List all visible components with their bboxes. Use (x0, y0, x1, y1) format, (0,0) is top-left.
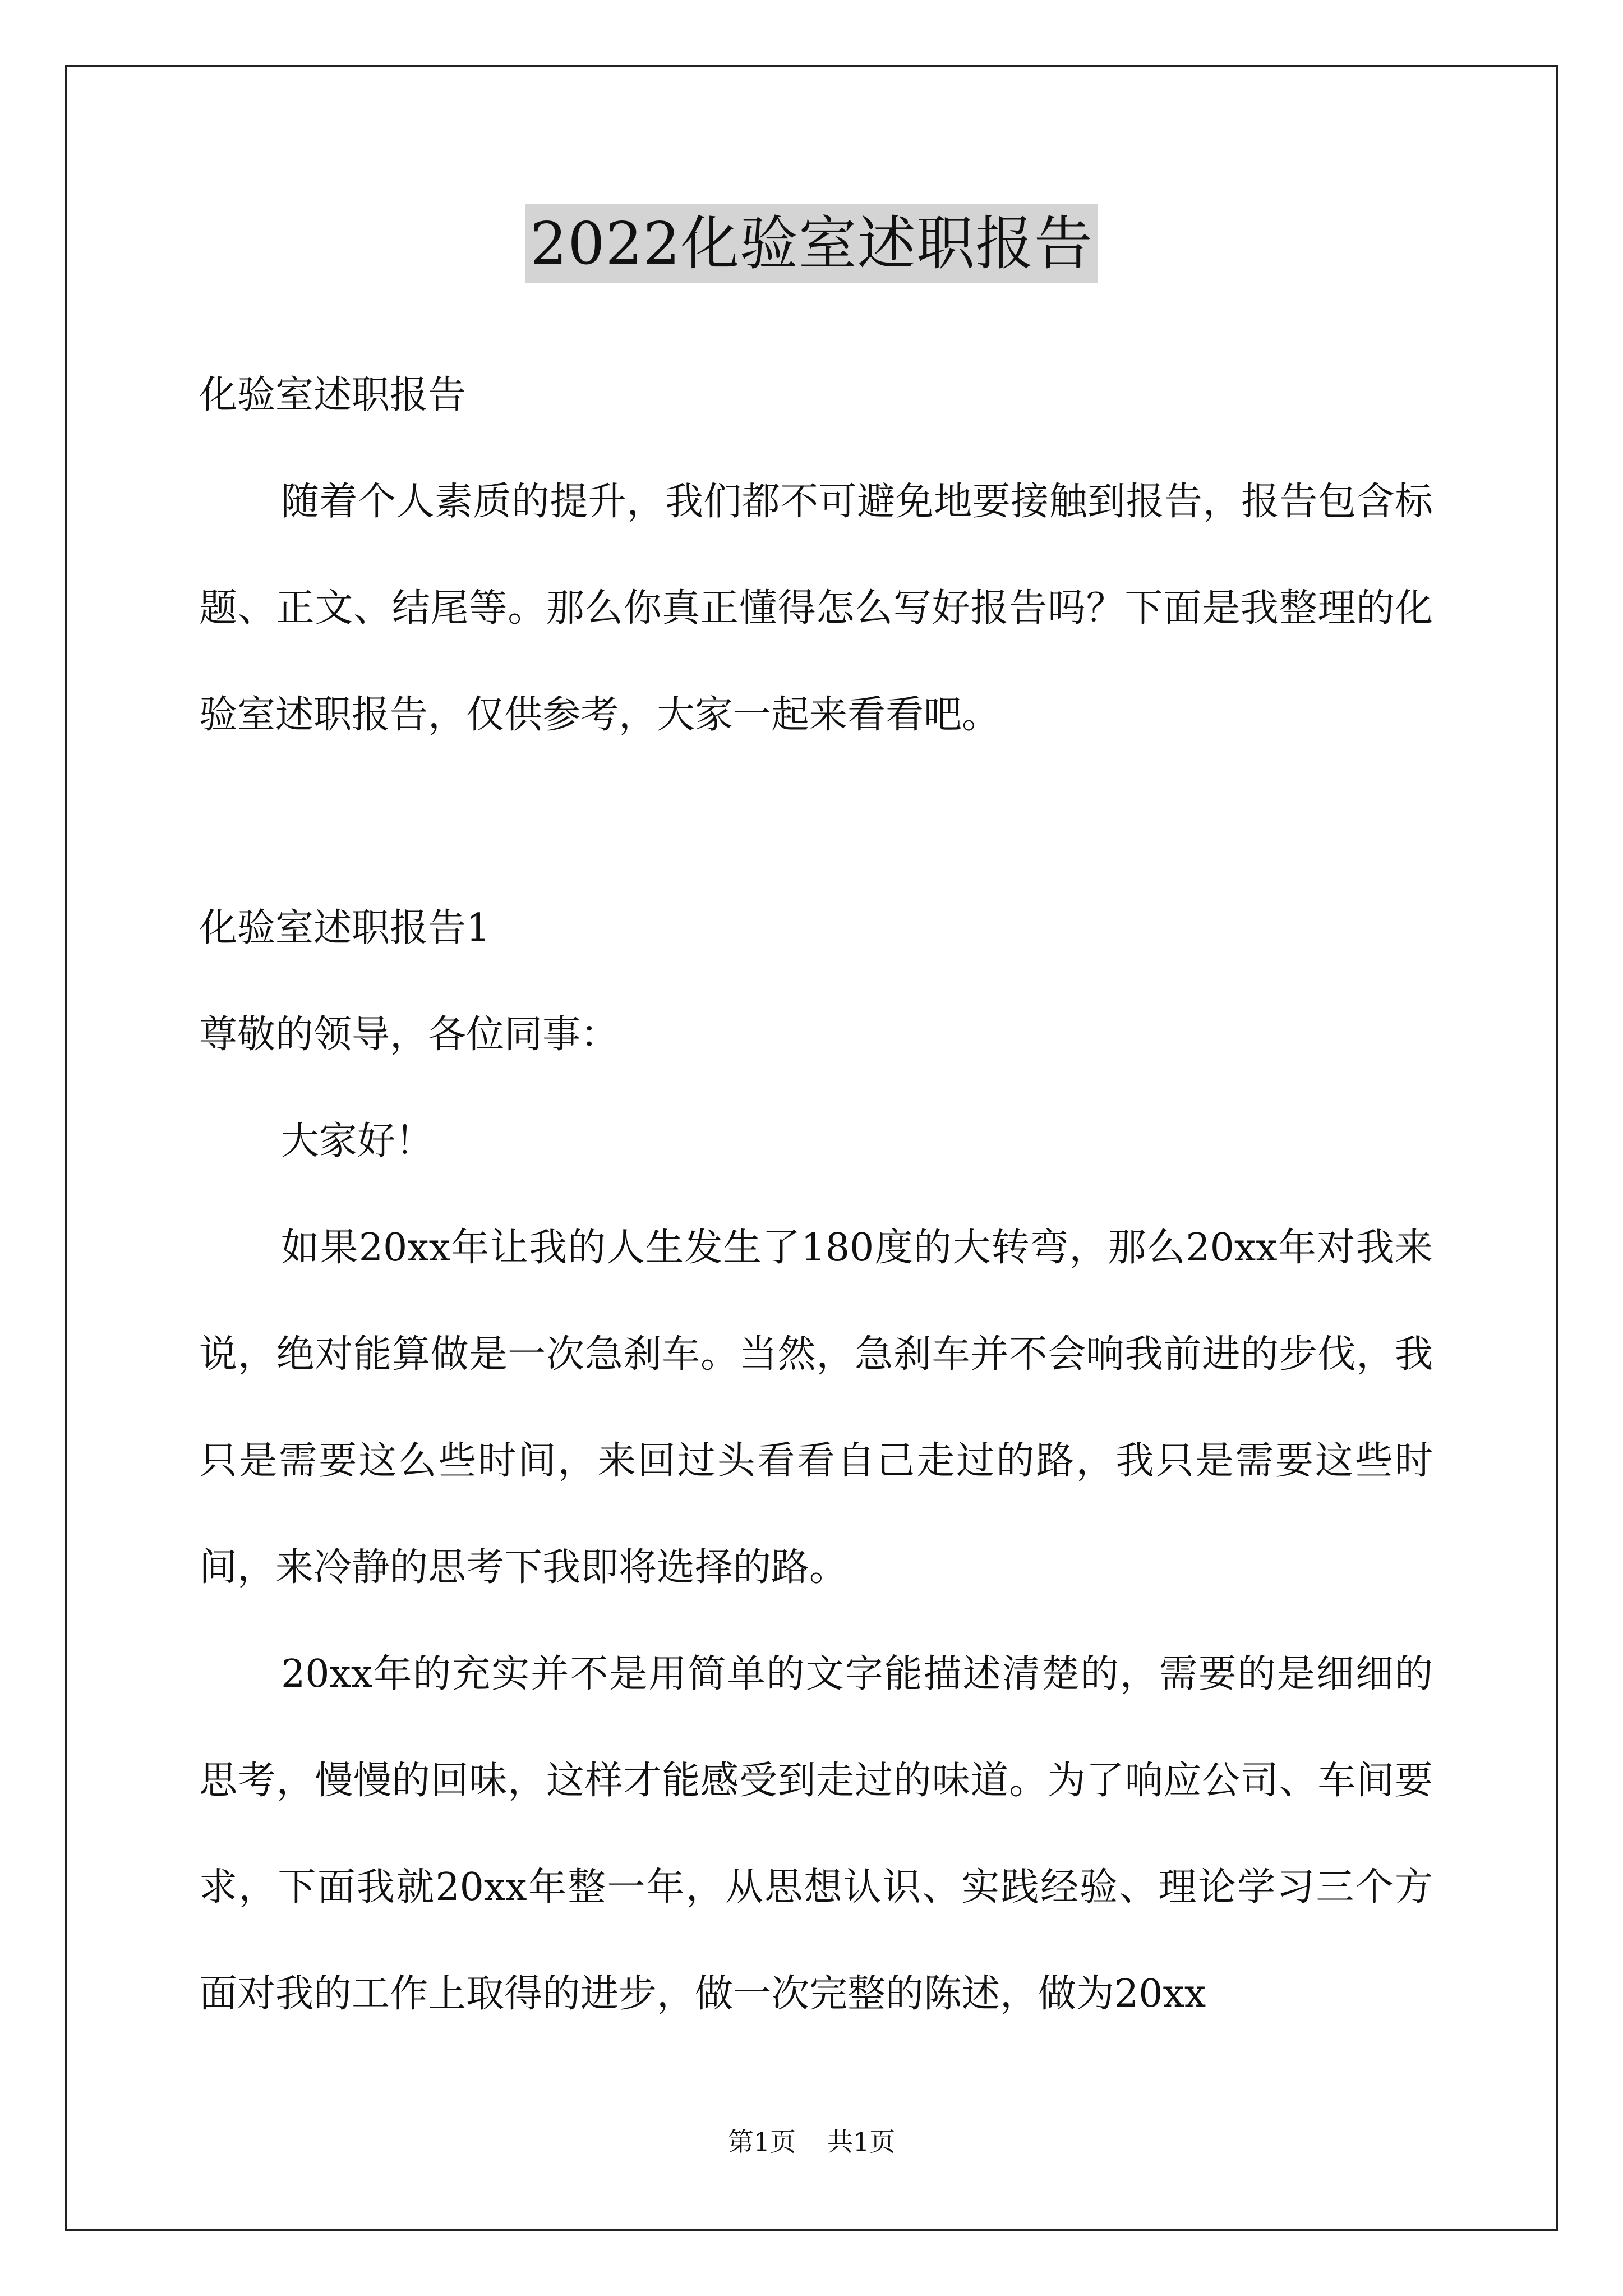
salutation-paragraph: 尊敬的领导，各位同事： (199, 1013, 619, 1057)
body-paragraph: 20xx年的充实并不是用简单的文字能描述清楚的，需要的是细细的思考，慢慢的回味，这样才能感受到走过的味道。为了响应公司、车间要求，下面我就20xx年整一年，从思想认识、实践经验、理论学习三个方面对我的工作上取得的进步，做一次完整的陈述，做为20xx (199, 1652, 1433, 2016)
body-paragraph: 如果20xx年让我的人生发生了180度的大转弯，那么20xx年对我来说，绝对能算做是一次急刹车。当然，急刹车并不会响我前进的步伐，我只是需要这么些时间，来回过头看看自己走过的路，我只是需要这些时间，来冷静的思考下我即将选择的路。 (199, 1226, 1433, 1590)
page-footer (0, 2125, 1623, 2159)
document-title: 2022化验室述职报告 (525, 204, 1098, 283)
title-container (0, 204, 1623, 283)
page-total: 共1页 (827, 2127, 896, 2157)
greeting-paragraph: 大家好！ (281, 1119, 434, 1163)
page-number: 第1页 (727, 2127, 796, 2157)
intro-paragraph: 随着个人素质的提升，我们都不可避免地要接触到报告，报告包含标题、正文、结尾等。那么你真正懂得怎么写好报告吗？下面是我整理的化验室述职报告，仅供参考，大家一起来看看吧。 (199, 480, 1433, 737)
document-body (199, 342, 1433, 2047)
subtitle-paragraph: 化验室述职报告 (199, 373, 467, 417)
section-heading: 化验室述职报告1 (199, 906, 491, 950)
